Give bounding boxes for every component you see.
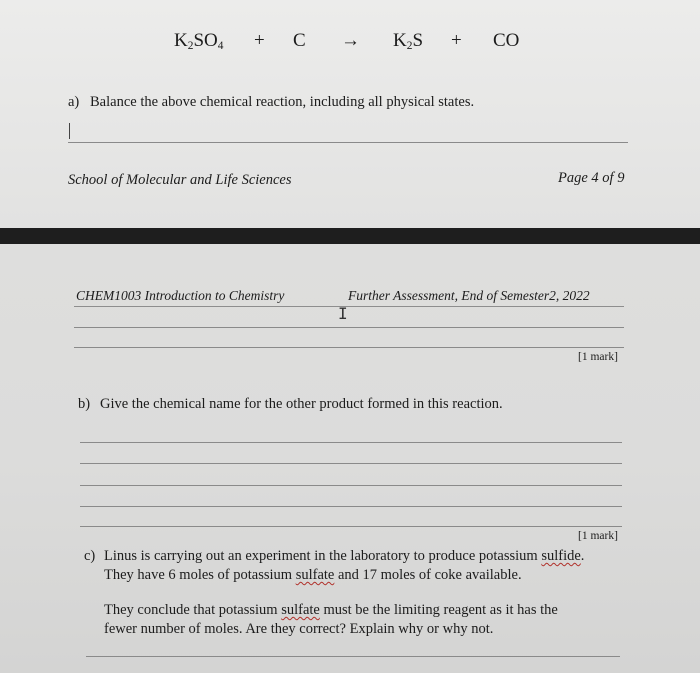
answer-line-a3[interactable] [74,347,624,348]
answer-line-b5[interactable] [80,526,622,527]
text-cursor [69,123,70,139]
assessment-header: Further Assessment, End of Semester2, 2022 [348,288,590,303]
plus-sign: + [254,30,265,51]
spelling-flag: sulfide [541,548,581,564]
reactant-carbon: C [293,30,306,51]
question-c-para2-line2: fewer number of moles. Are they correct? Explain why or why not. [104,621,494,637]
answer-line-b2[interactable] [80,463,622,464]
i-beam-cursor-icon: I [338,304,348,323]
product-co: CO [493,30,520,51]
reactant-k2so4: $K_2SO_4$ [174,30,224,52]
question-a-text: Balance the above chemical reaction, including all physical states. [90,94,475,110]
page-number: Page 4 of 9 [558,170,625,186]
question-c-line1: Linus is carrying out an experiment in the laboratory to produce potassium sulfide. [104,548,585,564]
answer-line-a2[interactable] [74,327,624,328]
mark-a: [1 mark] [578,351,618,363]
answer-line-c1[interactable] [86,656,620,657]
answer-line-b1[interactable] [80,442,622,443]
plus-sign: + [451,30,462,51]
page-separator [0,228,700,244]
school-footer: School of Molecular and Life Sciences [68,172,292,188]
reaction-arrow-icon: → [341,30,360,51]
course-header: CHEM1003 Introduction to Chemistry [76,288,285,303]
answer-line-b3[interactable] [80,485,622,486]
mark-b: [1 mark] [578,530,618,542]
question-c-label: c) [84,548,96,564]
answer-line-a[interactable] [68,142,628,143]
question-a-label: a) [68,94,80,110]
spelling-flag: sulfate [295,567,335,583]
question-c-line2: They have 6 moles of potassium sulfate and 17 moles of coke available. [104,567,522,583]
spelling-flag: sulfate [281,602,320,618]
header-rule [74,306,624,307]
question-b-label: b) [78,396,91,412]
answer-line-b4[interactable] [80,506,622,507]
product-k2s: $K_2S$ [393,30,424,52]
question-b-text: Give the chemical name for the other product formed in this reaction. [100,396,503,412]
question-c-para2-line1: They conclude that potassium sulfate must be the limiting reagent as it has the [104,602,558,618]
